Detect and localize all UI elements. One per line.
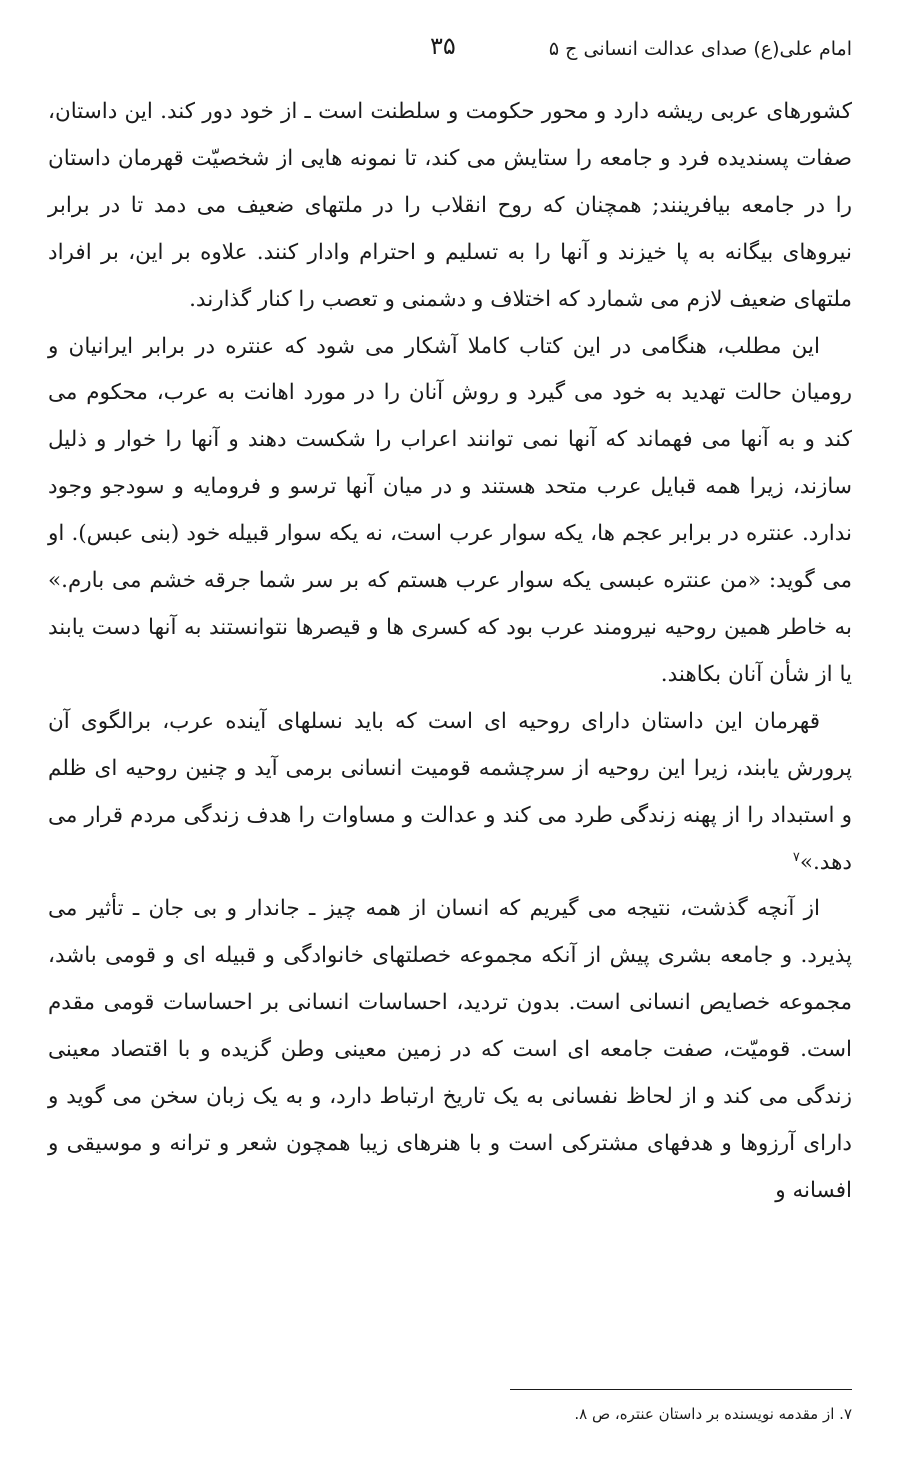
paragraph-1: کشورهای عربی ریشه دارد و محور حکومت و سلطنت است ـ از خود دور کند. این داستان، صفات پسندیده فرد و جامعه را ستایش می کند، تا نمونه هایی از شخصیّت قهرمان داستان را در جامعه بیافرینند; همچنان که روح انقلاب را در ملتهای ضعیف می دمد تا در برابر نیروهای بیگانه به پا خیزند و آنها را به تسلیم و احترام وادار کنند. علاوه بر این، بر افراد ملتهای ضعیف لازم می شمارد که اختلاف و دشمنی و تعصب را کنار گذارند. (48, 99, 852, 312)
paragraph-3 (48, 699, 852, 887)
page-number: ۳۵ (430, 32, 456, 60)
footnote-divider (510, 1389, 852, 1390)
body-text (48, 89, 852, 1215)
paragraph-4: از آنچه گذشت، نتیجه می گیریم که انسان از همه چیز ـ جاندار و بی جان ـ تأثیر می پذیرد. و جامعه بشری پیش از آنکه مجموعه خصلتهای خانوادگی و قبیله ای و قومی باشد، مجموعه خصایص انسانی است. بدون تردید، احساسات انسانی بر احساسات قومی مقدم است. قومیّت، صفت جامعه ای است که در زمین معینی وطن گزیده و با اقتصاد معینی زندگی می کند و از لحاظ نفسانی به یک تاریخ ارتباط دارد، و به یک زبان سخن می گوید و دارای آرزوها و هدفهای مشترکی است و با هنرهای زیبا همچون شعر و ترانه و موسیقی و افسانه و (48, 896, 852, 1203)
paragraph-2: این مطلب، هنگامی در این کتاب کاملا آشکار می شود که عنتره در برابر ایرانیان و رومیان حالت تهدید به خود می گیرد و روش آنان را در مورد اهانت به عرب، محکوم می کند و به آنها می فهماند که آنها نمی توانند اعراب را شکست دهند و آنها را خوار و ذلیل سازند، زیرا همه قبایل عرب متحد هستند و در میان آنها ترسو و فرومایه و سودجو وجود ندارد. عنتره در برابر عجم ها، یکه سوار عرب است، نه یکه سوار قبیله خود (بنی عبس). او می گوید: «من عنتره عبسی یکه سوار عرب هستم که بر سر شما جرقه خشم می بارم.» به خاطر همین روحیه نیرومند عرب بود که کسری ها و قیصرها نتوانستند به آنها دست یابند یا از شأن آنان بکاهند. (48, 333, 852, 687)
footnote-reference: ۷ (792, 849, 800, 865)
paragraph-3-text: قهرمان این داستان دارای روحیه ای است که باید نسلهای آینده عرب، برالگوی آن پرورش یابند، زیرا این روحیه از سرچشمه قومیت انسانی برمی آید و چنین روحیه ای ظلم و استبداد را از پهنه زندگی طرد می کند و عدالت و مساوات را هدف زندگی مردم قرار می دهد.» (48, 708, 852, 875)
running-title: امام علی(ع) صدای عدالت انسانی ج ۵ (548, 38, 852, 60)
footnote-7: ۷. از مقدمه نویسنده بر داستان عنتره، ص ۸. (574, 1405, 852, 1423)
